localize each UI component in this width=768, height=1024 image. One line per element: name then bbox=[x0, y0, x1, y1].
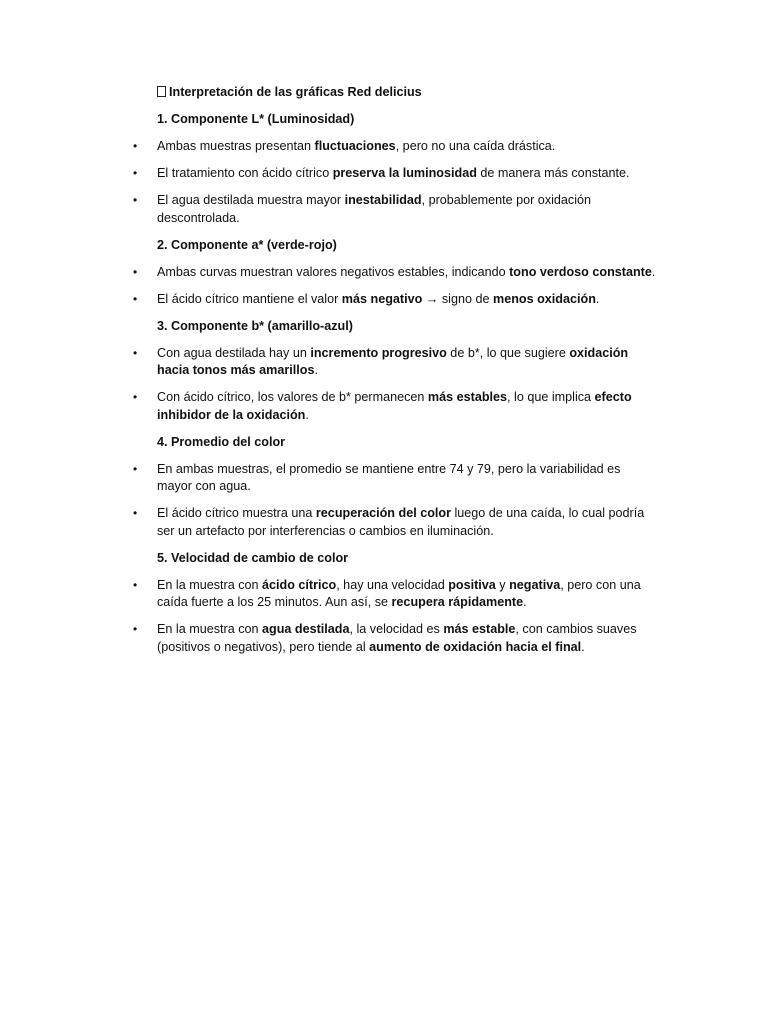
text-run: de b*, lo que sugiere bbox=[446, 345, 570, 360]
text-run: En ambas muestras, el promedio se mantiene entre 74 y 79, pero la variabilidad es mayor con agua. bbox=[157, 461, 621, 493]
bullet-item bbox=[133, 165, 657, 183]
text-run: , hay una velocidad bbox=[336, 577, 449, 592]
text-run: Ambas curvas muestran valores negativos estables, indicando bbox=[157, 264, 510, 279]
bullet-list bbox=[133, 264, 657, 309]
text-run: El agua destilada muestra mayor bbox=[157, 193, 345, 207]
bold-text-run: recupera rápidamente bbox=[391, 595, 524, 609]
text-run: de manera más constante. bbox=[476, 166, 630, 180]
text-run: Con ácido cítrico, los valores de b* permanecen bbox=[157, 390, 428, 404]
bullet-dot-icon: • bbox=[133, 577, 138, 592]
bold-text-run: aumento de oxidación hacia el final bbox=[369, 639, 582, 654]
bullet-list bbox=[133, 577, 657, 657]
bullet-item bbox=[133, 291, 657, 309]
bullet-item bbox=[133, 621, 657, 656]
text-run: El ácido cítrico muestra una bbox=[157, 506, 316, 520]
bullet-dot-icon: • bbox=[133, 193, 138, 207]
bullet-dot-icon: • bbox=[133, 264, 138, 279]
bullet-dot-icon: • bbox=[133, 291, 138, 306]
text-run: . bbox=[523, 595, 527, 609]
bullet-list bbox=[133, 138, 657, 227]
section-heading: 2. Componente a* (verde-rojo) bbox=[157, 237, 337, 252]
bold-text-run: incremento progresivo bbox=[310, 345, 447, 360]
text-run: , con cambios suaves (positivos o negativos), pero tiende al bbox=[157, 622, 637, 654]
text-run: luego de una caída, lo cual podría ser un artefacto por interferencias o cambios en iluminación. bbox=[157, 506, 645, 538]
bold-text-run: negativa bbox=[509, 577, 561, 592]
section-heading: 3. Componente b* (amarillo-azul) bbox=[157, 318, 353, 333]
bullet-dot-icon: • bbox=[133, 345, 138, 360]
bold-text-run: agua destilada bbox=[262, 622, 350, 636]
bold-text-run: positiva bbox=[448, 577, 496, 592]
text-run: Con agua destilada hay un bbox=[157, 345, 311, 360]
missing-glyph-icon bbox=[157, 86, 166, 97]
text-run: , pero no una caída drástica. bbox=[395, 139, 556, 153]
bold-text-run: más estable bbox=[443, 622, 516, 636]
bullet-item bbox=[133, 138, 657, 156]
text-run: . bbox=[314, 363, 318, 377]
bullet-item bbox=[133, 264, 657, 282]
section-heading: 4. Promedio del color bbox=[157, 434, 286, 449]
section-heading: 1. Componente L* (Luminosidad) bbox=[157, 112, 355, 126]
text-run: . bbox=[305, 407, 309, 422]
text-run: El tratamiento con ácido cítrico bbox=[157, 166, 333, 180]
text-run: Ambas muestras presentan bbox=[157, 139, 315, 153]
document-title-text: Interpretación de las gráficas Red delicius bbox=[169, 85, 422, 99]
text-run: . bbox=[595, 291, 600, 306]
bold-text-run: preserva la luminosidad bbox=[332, 166, 477, 180]
bold-text-run: recuperación del color bbox=[315, 506, 451, 520]
bold-text-run: menos oxidación bbox=[493, 291, 596, 306]
bullet-dot-icon: • bbox=[133, 166, 138, 180]
text-run: El ácido cítrico mantiene el valor bbox=[157, 291, 342, 306]
bold-text-run: fluctuaciones bbox=[314, 139, 396, 153]
bullet-item bbox=[133, 345, 657, 380]
text-run: . bbox=[581, 639, 585, 654]
bullet-item bbox=[133, 577, 657, 612]
bold-text-run: tono verdoso constante bbox=[509, 264, 652, 279]
bullet-dot-icon: • bbox=[133, 622, 138, 636]
document-body bbox=[133, 84, 657, 666]
bullet-list bbox=[133, 345, 657, 425]
bold-text-run: oxidación hacia tonos más amarillos bbox=[157, 345, 629, 377]
document-title bbox=[157, 84, 657, 102]
text-run: → signo de bbox=[422, 291, 494, 306]
bold-text-run: más negativo bbox=[341, 291, 423, 306]
text-run: En la muestra con bbox=[157, 622, 262, 636]
text-run: y bbox=[495, 577, 510, 592]
bullet-list bbox=[133, 461, 657, 541]
text-run: , lo que implica bbox=[507, 390, 595, 404]
text-run: , probablemente por oxidación descontrolada. bbox=[157, 193, 592, 225]
bullet-item bbox=[133, 192, 657, 227]
bullet-item bbox=[133, 461, 657, 496]
text-run: En la muestra con bbox=[157, 577, 262, 592]
bold-text-run: más estables bbox=[427, 390, 508, 404]
text-run: , la velocidad es bbox=[349, 622, 444, 636]
bullet-dot-icon: • bbox=[133, 139, 138, 153]
bullet-dot-icon: • bbox=[133, 461, 138, 476]
sections-container bbox=[133, 111, 657, 656]
bold-text-run: efecto inhibidor de la oxidación bbox=[157, 390, 632, 422]
bold-text-run: inestabilidad bbox=[344, 193, 422, 207]
bullet-dot-icon: • bbox=[133, 506, 138, 520]
section-heading: 5. Velocidad de cambio de color bbox=[157, 550, 349, 565]
text-run: , pero con una caída fuerte a los 25 minutos. Aun así, se bbox=[157, 577, 641, 609]
bold-text-run: ácido cítrico bbox=[262, 577, 337, 592]
bullet-item bbox=[133, 389, 657, 424]
bullet-dot-icon: • bbox=[133, 390, 138, 404]
bullet-item bbox=[133, 505, 657, 540]
text-run: . bbox=[651, 264, 656, 279]
